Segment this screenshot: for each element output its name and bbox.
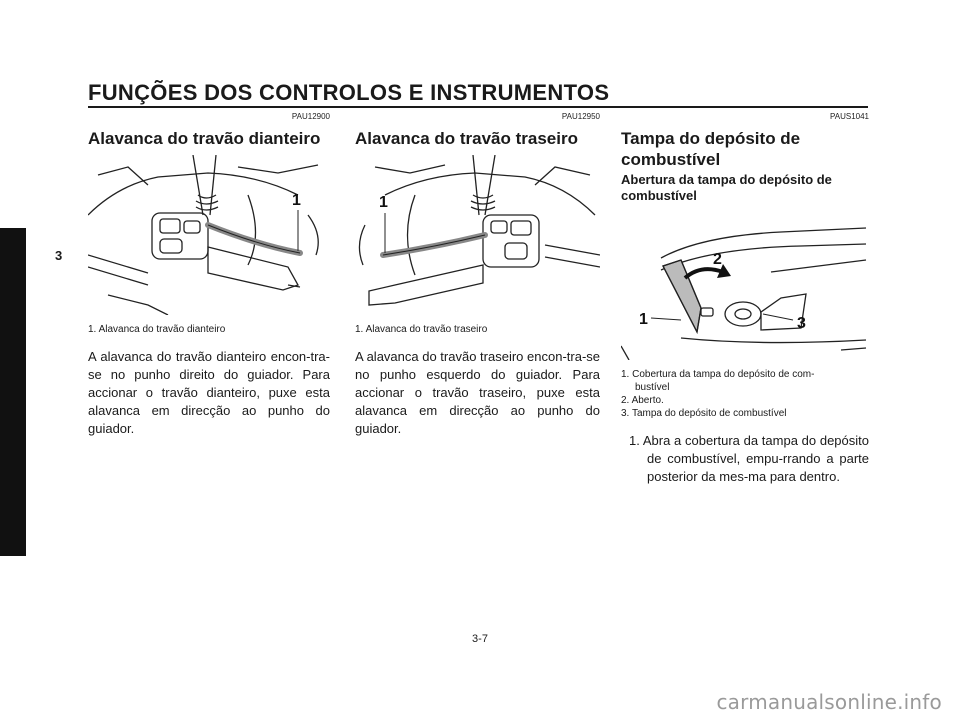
chapter-tab bbox=[0, 228, 26, 556]
section-title: Alavanca do travão dianteiro bbox=[88, 129, 321, 148]
rear-brake-section bbox=[355, 112, 600, 438]
page-number: 3-7 bbox=[472, 633, 488, 645]
front-brake-lever-illustration bbox=[88, 155, 330, 315]
section-body: A alavanca do travão dianteiro encon-tra-se no punho direito do guiador. Para accionar o travão dianteiro, puxe esta alavanca em direcção ao punho do guiador. bbox=[88, 349, 330, 436]
caption-item bbox=[621, 368, 869, 394]
chapter-number: 3 bbox=[55, 248, 63, 263]
callout-3: 3 bbox=[797, 315, 806, 332]
caption-item-text: 2. Aberto. bbox=[621, 395, 664, 406]
header-rule bbox=[88, 106, 868, 108]
page-header-title: FUNÇÕES DOS CONTROLOS E INSTRUMENTOS bbox=[88, 80, 610, 105]
figure-caption: 1. Alavanca do travão dianteiro bbox=[88, 324, 226, 335]
instruction-step: 1. Abra a cobertura da tampa do depósito de combustível, empu-rrando a parte posterior da mes-ma para dentro. bbox=[629, 433, 869, 484]
section-subtitle: Abertura da tampa do depósito de combustível bbox=[621, 172, 832, 203]
section-body: A alavanca do travão traseiro encon-tra-se no punho esquerdo do guiador. Para accionar o travão traseiro, puxe esta alavanca em direcção ao punho do guiador. bbox=[355, 349, 600, 436]
rear-brake-lever-illustration bbox=[355, 155, 600, 315]
section-code: PAU12950 bbox=[561, 112, 600, 121]
section-title: Alavanca do travão traseiro bbox=[355, 129, 578, 148]
callout-1: 1 bbox=[379, 194, 388, 211]
callout-1: 1 bbox=[292, 192, 301, 209]
caption-item-text: 1. Cobertura da tampa do depósito de com- bbox=[621, 369, 815, 380]
section-title: Tampa do depósito de combustível bbox=[621, 129, 801, 169]
figure-caption-list bbox=[621, 368, 869, 420]
front-brake-section bbox=[88, 112, 330, 438]
figure-caption: 1. Alavanca do travão traseiro bbox=[355, 324, 488, 335]
callout-1: 1 bbox=[639, 311, 648, 328]
fuel-cap-section bbox=[621, 112, 869, 486]
fuel-cap-illustration bbox=[621, 218, 869, 360]
caption-item-text: 3. Tampa do depósito de combustível bbox=[621, 408, 787, 419]
section-code: PAU12900 bbox=[291, 112, 330, 121]
section-code: PAUS1041 bbox=[830, 112, 869, 121]
watermark: carmanualsonline.info bbox=[716, 690, 942, 714]
caption-item bbox=[621, 407, 869, 420]
callout-2: 2 bbox=[713, 251, 722, 268]
caption-item-continuation: bustível bbox=[635, 382, 670, 393]
caption-item bbox=[621, 394, 869, 407]
